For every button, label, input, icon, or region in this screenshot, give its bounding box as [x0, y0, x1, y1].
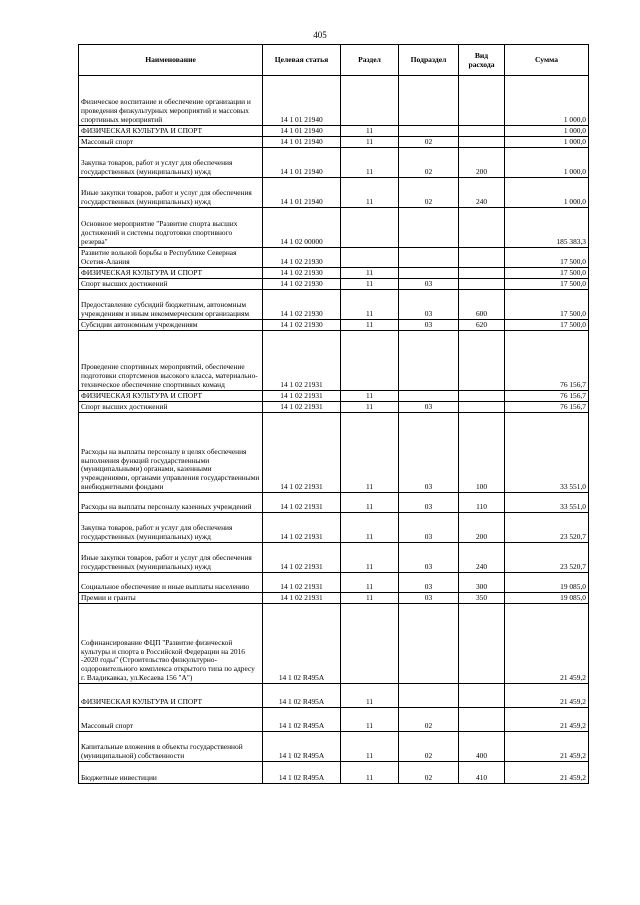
row-subsection-cell: 02 [399, 137, 459, 148]
row-name-cell: Основное мероприятие "Развитие спорта высших достижений и системы подготовки спортивного резерва" [79, 208, 263, 248]
table-row [79, 126, 589, 137]
row-section-cell: 11 [341, 593, 399, 604]
row-sum-cell: 76 156,7 [505, 331, 589, 391]
table-row [79, 178, 589, 208]
row-expense-type-cell: 100 [459, 413, 505, 493]
table-row [79, 543, 589, 573]
table-row [79, 76, 589, 126]
row-code-cell: 14 1 01 21940 [263, 148, 341, 178]
row-code-cell: 14 1 02 R495A [263, 684, 341, 708]
row-code-cell: 14 1 02 21931 [263, 413, 341, 493]
row-name-cell: Расходы на выплаты персоналу в целях обеспечения выполнения функций государственными (муниципальными) органами, казенными учреждениями, органами управления государственными внебюджетными фондами [79, 413, 263, 493]
header-code: Целевая статья [263, 45, 341, 76]
row-sum-cell: 17 500,0 [505, 290, 589, 320]
row-sum-cell: 23 520,7 [505, 543, 589, 573]
row-sum-cell: 21 459,2 [505, 708, 589, 732]
row-subsection-cell [399, 391, 459, 402]
row-sum-cell: 1 000,0 [505, 76, 589, 126]
table-body [79, 76, 589, 784]
row-sum-cell: 76 156,7 [505, 391, 589, 402]
row-section-cell: 11 [341, 513, 399, 543]
table-row [79, 573, 589, 593]
row-subsection-cell [399, 208, 459, 248]
row-expense-type-cell [459, 604, 505, 684]
row-subsection-cell [399, 331, 459, 391]
row-code-cell: 14 1 02 R495A [263, 708, 341, 732]
row-name-cell: Бюджетные инвестиции [79, 762, 263, 784]
table-row [79, 248, 589, 268]
row-subsection-cell: 03 [399, 413, 459, 493]
row-subsection-cell: 03 [399, 320, 459, 331]
row-subsection-cell [399, 268, 459, 279]
row-section-cell [341, 331, 399, 391]
table-row [79, 268, 589, 279]
row-code-cell: 14 1 02 R495A [263, 732, 341, 762]
row-sum-cell: 1 000,0 [505, 178, 589, 208]
row-name-cell: Иные закупки товаров, работ и услуг для обеспечения государственных (муниципальных) нужд [79, 543, 263, 573]
budget-table [78, 44, 589, 784]
row-name-cell: Физическое воспитание и обеспечение организации и проведения физкультурных мероприятий и массовых спортивных мероприятий [79, 76, 263, 126]
row-code-cell: 14 1 02 21930 [263, 268, 341, 279]
row-section-cell: 11 [341, 762, 399, 784]
table-row [79, 331, 589, 391]
table-row [79, 402, 589, 413]
row-expense-type-cell [459, 137, 505, 148]
table-header [79, 45, 589, 76]
row-section-cell: 11 [341, 732, 399, 762]
row-section-cell: 11 [341, 290, 399, 320]
row-subsection-cell: 02 [399, 178, 459, 208]
table-row [79, 684, 589, 708]
row-name-cell: Предоставление субсидий бюджетным, автономным учреждениям и иным некоммерческим организациям [79, 290, 263, 320]
row-expense-type-cell [459, 208, 505, 248]
row-subsection-cell: 02 [399, 762, 459, 784]
row-name-cell: ФИЗИЧЕСКАЯ КУЛЬТУРА И СПОРТ [79, 268, 263, 279]
table-row [79, 391, 589, 402]
row-name-cell: Закупка товаров, работ и услуг для обеспечения государственных (муниципальных) нужд [79, 513, 263, 543]
row-section-cell: 11 [341, 268, 399, 279]
row-name-cell: Иные закупки товаров, работ и услуг для обеспечения государственных (муниципальных) нужд [79, 178, 263, 208]
row-subsection-cell: 02 [399, 732, 459, 762]
row-sum-cell: 76 156,7 [505, 402, 589, 413]
row-expense-type-cell: 350 [459, 593, 505, 604]
row-code-cell: 14 1 02 21930 [263, 320, 341, 331]
table-row [79, 593, 589, 604]
header-name: Наименование [79, 45, 263, 76]
row-name-cell: Спорт высших достижений [79, 402, 263, 413]
row-section-cell [341, 76, 399, 126]
table-row [79, 320, 589, 331]
row-sum-cell: 185 383,3 [505, 208, 589, 248]
row-subsection-cell: 03 [399, 543, 459, 573]
row-sum-cell: 33 551,0 [505, 493, 589, 513]
header-expense-type: Вид расхода [459, 45, 505, 76]
row-section-cell: 11 [341, 148, 399, 178]
row-name-cell: Массовый спорт [79, 708, 263, 732]
row-section-cell: 11 [341, 543, 399, 573]
table-row [79, 413, 589, 493]
row-name-cell: ФИЗИЧЕСКАЯ КУЛЬТУРА И СПОРТ [79, 126, 263, 137]
row-sum-cell: 17 500,0 [505, 279, 589, 290]
table-row [79, 493, 589, 513]
row-section-cell: 11 [341, 402, 399, 413]
row-name-cell: Капитальные вложения в объекты государственной (муниципальной) собственности [79, 732, 263, 762]
row-expense-type-cell [459, 268, 505, 279]
row-code-cell: 14 1 02 21930 [263, 248, 341, 268]
row-section-cell: 11 [341, 391, 399, 402]
header-sum: Сумма [505, 45, 589, 76]
row-sum-cell: 1 000,0 [505, 126, 589, 137]
row-subsection-cell: 03 [399, 402, 459, 413]
row-sum-cell: 1 000,0 [505, 148, 589, 178]
row-sum-cell: 21 459,2 [505, 762, 589, 784]
row-expense-type-cell [459, 402, 505, 413]
row-sum-cell: 17 500,0 [505, 248, 589, 268]
row-section-cell: 11 [341, 684, 399, 708]
row-section-cell [341, 604, 399, 684]
row-code-cell: 14 1 01 21940 [263, 178, 341, 208]
row-expense-type-cell: 300 [459, 573, 505, 593]
row-sum-cell: 17 500,0 [505, 320, 589, 331]
row-expense-type-cell: 110 [459, 493, 505, 513]
row-section-cell [341, 208, 399, 248]
row-section-cell: 11 [341, 708, 399, 732]
row-subsection-cell [399, 684, 459, 708]
row-sum-cell: 21 459,2 [505, 604, 589, 684]
row-expense-type-cell [459, 684, 505, 708]
table-row [79, 604, 589, 684]
row-name-cell: Субсидии автономным учреждениям [79, 320, 263, 331]
row-expense-type-cell [459, 708, 505, 732]
row-section-cell: 11 [341, 573, 399, 593]
row-code-cell: 14 1 02 00000 [263, 208, 341, 248]
row-name-cell: Массовый спорт [79, 137, 263, 148]
row-subsection-cell: 03 [399, 513, 459, 543]
row-expense-type-cell [459, 331, 505, 391]
row-code-cell: 14 1 02 R495A [263, 604, 341, 684]
row-name-cell: Проведение спортивных мероприятий, обеспечение подготовки спортсменов высокого класса, материально-техническое обеспечение спортивных команд [79, 331, 263, 391]
row-expense-type-cell: 400 [459, 732, 505, 762]
row-expense-type-cell [459, 248, 505, 268]
row-subsection-cell: 03 [399, 279, 459, 290]
row-name-cell: Закупка товаров, работ и услуг для обеспечения государственных (муниципальных) нужд [79, 148, 263, 178]
row-subsection-cell: 03 [399, 573, 459, 593]
row-section-cell: 11 [341, 137, 399, 148]
row-section-cell: 11 [341, 493, 399, 513]
row-section-cell: 11 [341, 126, 399, 137]
row-expense-type-cell: 410 [459, 762, 505, 784]
row-sum-cell: 17 500,0 [505, 268, 589, 279]
row-subsection-cell [399, 126, 459, 137]
row-expense-type-cell: 600 [459, 290, 505, 320]
row-subsection-cell [399, 604, 459, 684]
row-expense-type-cell: 200 [459, 513, 505, 543]
table-row [79, 732, 589, 762]
table-row [79, 148, 589, 178]
row-code-cell: 14 1 02 21931 [263, 573, 341, 593]
row-name-cell: Социальное обеспечение и иные выплаты населению [79, 573, 263, 593]
row-code-cell: 14 1 02 21931 [263, 543, 341, 573]
row-code-cell: 14 1 01 21940 [263, 76, 341, 126]
row-sum-cell: 1 000,0 [505, 137, 589, 148]
header-section: Раздел [341, 45, 399, 76]
row-code-cell: 14 1 02 21931 [263, 493, 341, 513]
table-row [79, 513, 589, 543]
row-section-cell: 11 [341, 320, 399, 331]
row-subsection-cell: 03 [399, 593, 459, 604]
row-subsection-cell: 02 [399, 708, 459, 732]
row-code-cell: 14 1 02 21931 [263, 391, 341, 402]
row-code-cell: 14 1 02 21931 [263, 402, 341, 413]
row-code-cell: 14 1 01 21940 [263, 137, 341, 148]
row-sum-cell: 19 085,0 [505, 593, 589, 604]
row-subsection-cell [399, 76, 459, 126]
row-expense-type-cell: 200 [459, 148, 505, 178]
table-row [79, 708, 589, 732]
row-code-cell: 14 1 02 21930 [263, 290, 341, 320]
row-sum-cell: 21 459,2 [505, 732, 589, 762]
row-subsection-cell: 03 [399, 493, 459, 513]
header-subsection: Подраздел [399, 45, 459, 76]
row-code-cell: 14 1 02 21930 [263, 279, 341, 290]
row-name-cell: ФИЗИЧЕСКАЯ КУЛЬТУРА И СПОРТ [79, 391, 263, 402]
row-expense-type-cell [459, 126, 505, 137]
row-sum-cell: 21 459,2 [505, 684, 589, 708]
row-expense-type-cell: 240 [459, 543, 505, 573]
row-sum-cell: 23 520,7 [505, 513, 589, 543]
row-subsection-cell: 02 [399, 148, 459, 178]
row-name-cell: Премии и гранты [79, 593, 263, 604]
row-name-cell: Спорт высших достижений [79, 279, 263, 290]
row-expense-type-cell: 620 [459, 320, 505, 331]
table-row [79, 762, 589, 784]
row-expense-type-cell [459, 279, 505, 290]
row-subsection-cell [399, 248, 459, 268]
table-row [79, 279, 589, 290]
row-name-cell: Расходы на выплаты персоналу казенных учреждений [79, 493, 263, 513]
row-expense-type-cell: 240 [459, 178, 505, 208]
row-section-cell [341, 248, 399, 268]
row-sum-cell: 19 085,0 [505, 573, 589, 593]
row-code-cell: 14 1 02 21931 [263, 593, 341, 604]
row-subsection-cell: 03 [399, 290, 459, 320]
table-row [79, 290, 589, 320]
row-code-cell: 14 1 02 21931 [263, 331, 341, 391]
page-number: 405 [313, 30, 327, 40]
row-expense-type-cell [459, 391, 505, 402]
row-section-cell: 11 [341, 279, 399, 290]
row-section-cell: 11 [341, 413, 399, 493]
row-section-cell: 11 [341, 178, 399, 208]
row-code-cell: 14 1 02 21931 [263, 513, 341, 543]
row-name-cell: ФИЗИЧЕСКАЯ КУЛЬТУРА И СПОРТ [79, 684, 263, 708]
row-expense-type-cell [459, 76, 505, 126]
row-sum-cell: 33 551,0 [505, 413, 589, 493]
row-name-cell: Софинансирование ФЦП "Развитие физической культуры и спорта в Российской Федерации на 2016 -2020 годы" (Строительство физкультурно-оздоровительного комплекса открытого типа по адресу г. Владикавказ, ул.Кесаева 156 "А") [79, 604, 263, 684]
row-code-cell: 14 1 01 21940 [263, 126, 341, 137]
table-row [79, 137, 589, 148]
row-code-cell: 14 1 02 R495A [263, 762, 341, 784]
table-row [79, 208, 589, 248]
row-name-cell: Развитие вольной борьбы в Республике Северная Осетия-Алания [79, 248, 263, 268]
